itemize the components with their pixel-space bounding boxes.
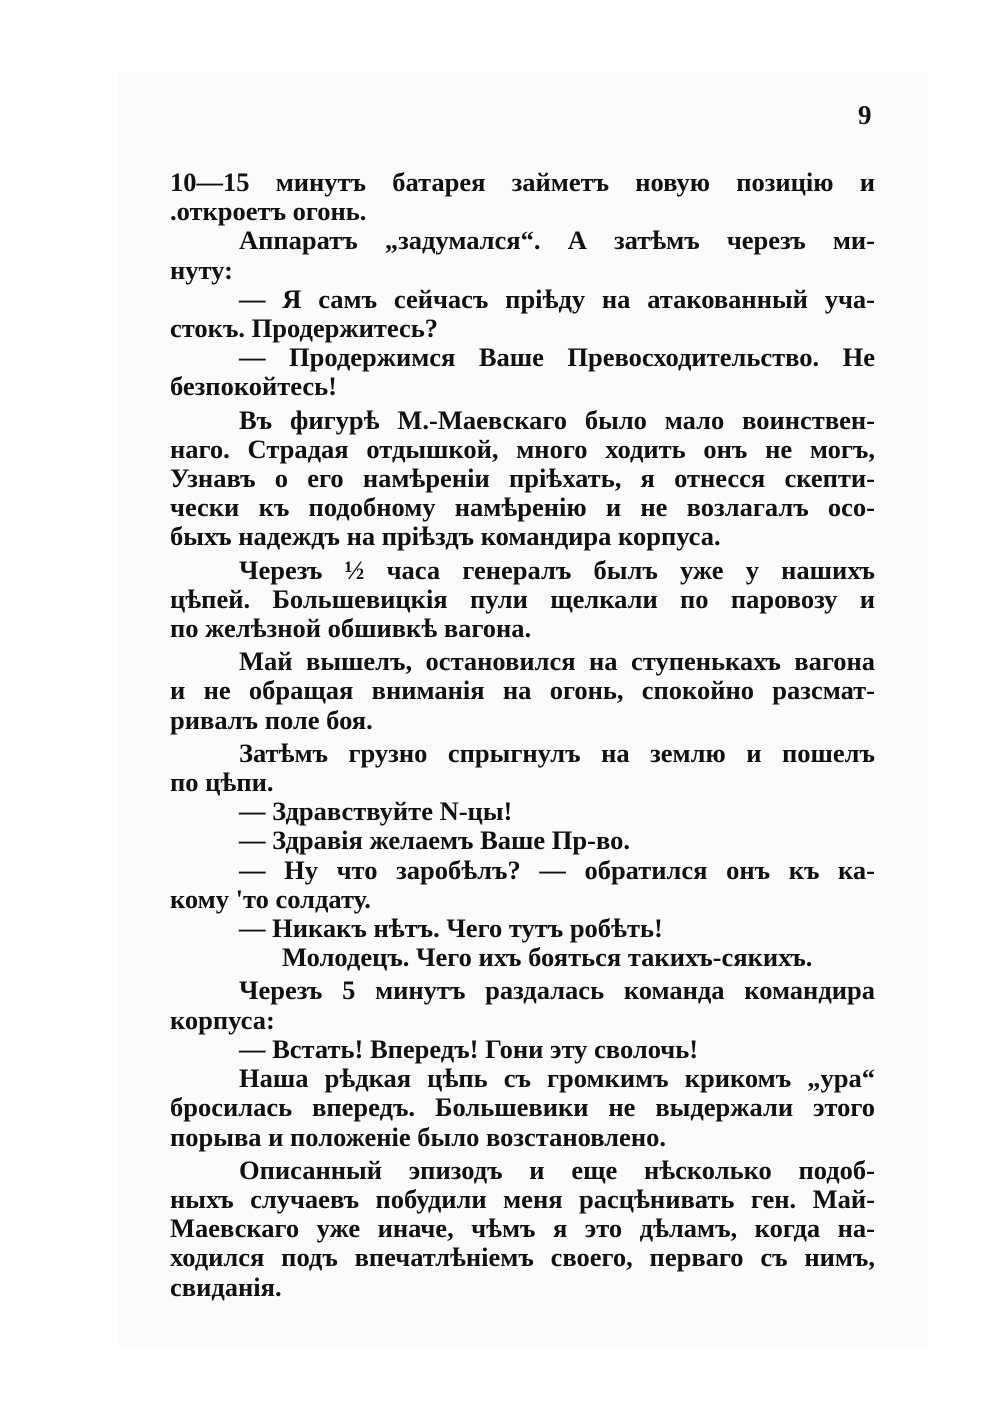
text-line: свиданія. (170, 1271, 282, 1302)
text-line: — Я самъ сейчасъ пріѣду на атакованный уча- (239, 283, 875, 314)
text-line: Описанный эпизодъ и еще нѣсколько подоб- (239, 1154, 875, 1185)
text-line: цѣпей. Большевицкія пули щелкали по паровозу и (170, 583, 875, 614)
text-line: кому 'то солдату. (170, 883, 371, 914)
text-line: по цѣпи. (170, 767, 274, 798)
text-line: — Здравія желаемъ Ваше Пр-во. (239, 825, 630, 856)
text-line: — Здравствуйте N-цы! (239, 796, 513, 827)
text-line: Затѣмъ грузно спрыгнулъ на землю и пошелъ (239, 737, 875, 768)
text-line: ходился подъ впечатлѣніемъ своего, перваго съ нимъ, (170, 1242, 875, 1273)
text-line: по желѣзной обшивкѣ вагона. (170, 613, 532, 644)
page-number: 9 (858, 100, 872, 130)
text-line: — Ну что заробѣлъ? — обратился онъ къ ка- (239, 854, 875, 885)
text-line: наго. Страдая отдышкой, много ходить онъ не могъ, (170, 433, 875, 464)
text-line: Узнавъ о его намѣреніи пріѣхать, я отнесся скепти- (170, 463, 875, 494)
text-line: .откроетъ огонь. (170, 196, 367, 227)
text-line: Въ фигурѣ М.-Маевскаго было мало воинствен- (239, 404, 875, 435)
text-line: 10—15 минутъ батарея займетъ новую позицію и (170, 167, 875, 197)
text-line: чески къ подобному намѣренію и не возлагалъ осо- (170, 492, 875, 523)
text-line: Черезъ 5 минутъ раздалась команда командира (239, 975, 875, 1006)
body-text (170, 168, 875, 1302)
text-line: стокъ. Продержитесь? (170, 313, 439, 344)
text-line: ривалъ поле боя. (170, 704, 373, 735)
text-line: бросилась впередъ. Большевики не выдержали этого (170, 1092, 875, 1123)
text-line: нуту: (170, 254, 233, 285)
text-line: Черезъ ½ часа генералъ былъ уже у нашихъ (239, 554, 875, 585)
text-line: Молодецъ. Чего ихъ бояться такихъ-сякихъ. (282, 942, 813, 973)
text-line: — Продержимся Ваше Превосходительство. Не (239, 342, 875, 373)
text-line: безпокойтесь! (170, 371, 337, 402)
text-line: Маевскаго уже иначе, чѣмъ я это дѣламъ, когда на- (170, 1213, 875, 1244)
text-line: быхъ надеждъ на пріѣздъ командира корпуса. (170, 521, 721, 552)
text-line: — Никакъ нѣтъ. Чего тутъ робѣть! (239, 913, 663, 944)
text-line: корпуса: (170, 1004, 275, 1035)
text-line: порыва и положеніе было возстановлено. (170, 1121, 666, 1152)
text-line: Наша рѣдкая цѣпь съ громкимъ крикомъ „ура“ (239, 1063, 875, 1094)
text-line: и не обращая вниманія на огонь, спокойно разсмат- (170, 675, 875, 706)
text-line: Аппаратъ „задумался“. А затѣмъ черезъ ми- (239, 225, 875, 256)
text-line: Май вышелъ, остановился на ступенькахъ вагона (239, 646, 875, 677)
text-line: — Встать! Впередъ! Гони эту сволочь! (239, 1033, 699, 1064)
text-line: ныхъ случаевъ побудили меня расцѣнивать ген. Май- (170, 1183, 875, 1214)
